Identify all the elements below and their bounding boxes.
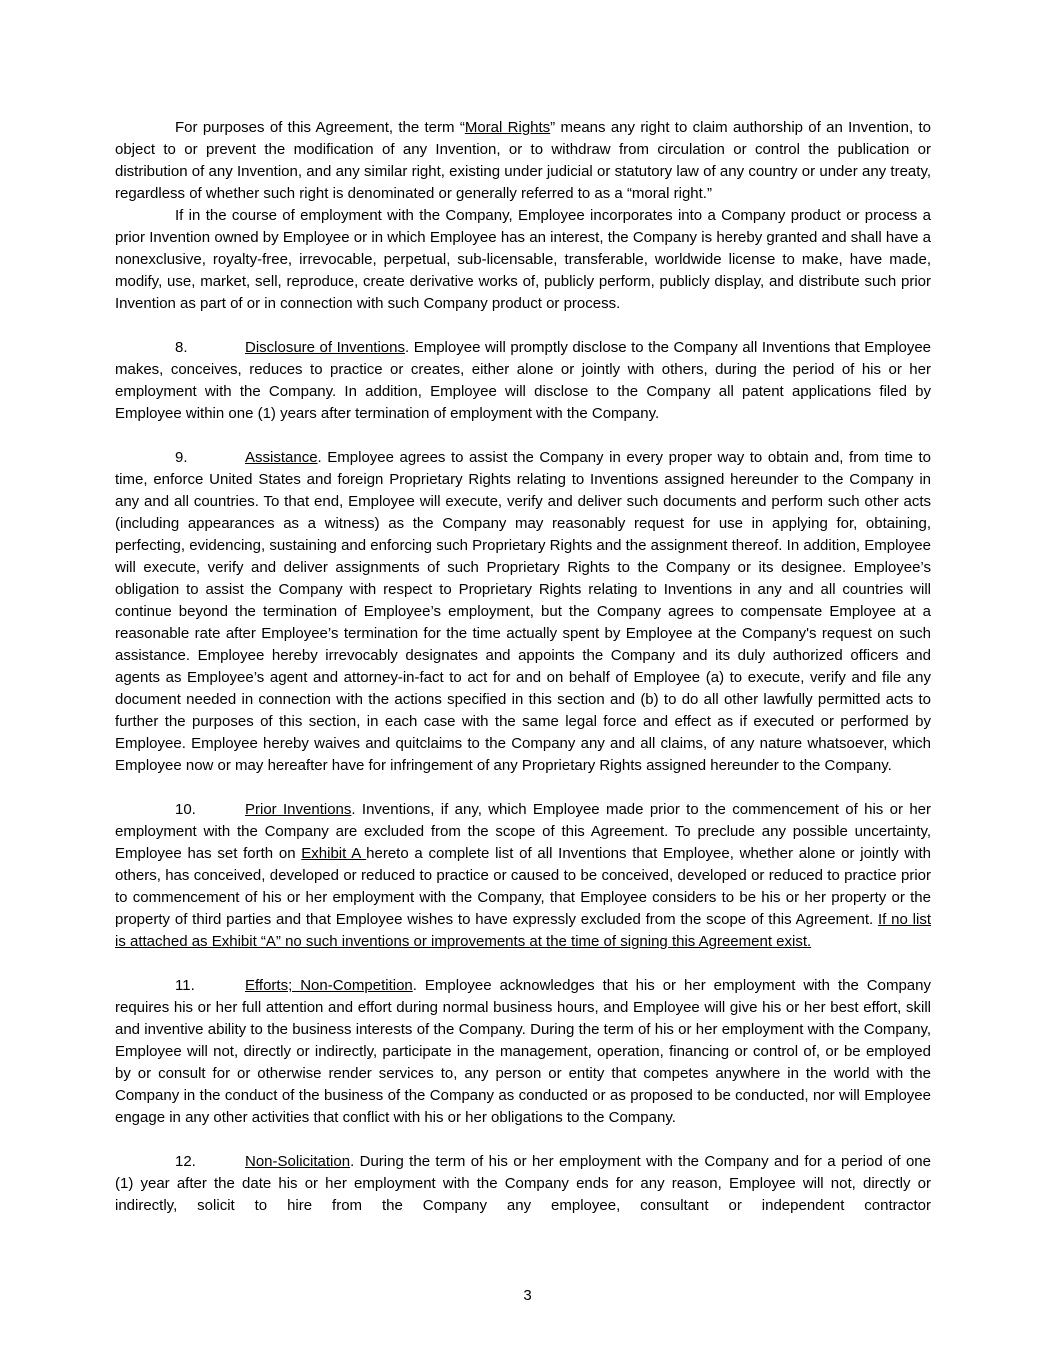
section-number: 9.: [175, 449, 188, 466]
underlined-text-segment: Assistance: [245, 449, 318, 466]
text-segment: For purposes of this Agreement, the term “: [175, 119, 465, 136]
text-segment: . During the term of his or her employment with the Company and for a period of one (1) year after the date his or her employment with the Company ends for any reason, Employee will not, directly or indirectly, solicit to hire from the Company any employee, consultant or independent contractor: [115, 1153, 931, 1214]
section-number: 12.: [175, 1153, 196, 1170]
numbered-section-paragraph: [115, 799, 931, 953]
text-segment: ” means any right to claim authorship of an Invention, to object to or prevent the modification of any Invention, or to withdraw from circulation or control the publication or distribution of any Invention, and any similar right, existing under judicial or statutory law of any country or under any treaty, regardless of whether such right is denominated or generally referred to as a “moral right.”: [115, 119, 931, 202]
text-segment: hereto a complete list of all Inventions that Employee, whether alone or jointly with others, has conceived, developed or reduced to practice or caused to be conceived, developed or reduced to practice prior to commencement of his or her employment with the Company, that Employee considers to be his or her property or the property of third parties and that Employee wishes to have expressly excluded from the scope of this Agreement.: [115, 845, 931, 928]
underlined-text-segment: Efforts; Non-Competition: [245, 977, 413, 994]
numbered-section-paragraph: [115, 337, 931, 425]
text-segment: . Employee acknowledges that his or her employment with the Company requires his or her full attention and effort during normal business hours, and Employee will give his or her best effort, skill and inventive ability to the business interests of the Company. During the term of his or her employment with the Company, Employee will not, directly or indirectly, participate in the management, operation, financing or control of, or be employed by or consult for or otherwise render services to, any person or entity that competes anywhere in the world with the Company in the conduct of the business of the Company as conducted or as proposed to be conducted, nor will Employee engage in any other activities that conflict with his or her obligations to the Company.: [115, 977, 931, 1126]
numbered-section-paragraph: [115, 1151, 931, 1217]
body-paragraph: [115, 117, 931, 205]
underlined-text-segment: Disclosure of Inventions: [245, 339, 405, 356]
section-number: 10.: [175, 801, 196, 818]
body-paragraph: [115, 205, 931, 315]
underlined-text-segment: Non-Solicitation: [245, 1153, 351, 1170]
page-number: 3: [523, 1287, 532, 1304]
text-segment: . Employee will promptly disclose to the Company all Inventions that Employee makes, conceives, reduces to practice or creates, either alone or jointly with others, during the period of his or her employment with the Company. In addition, Employee will disclose to the Company all patent applications filed by Employee within one (1) years after termination of employment with the Company.: [115, 339, 932, 422]
section-number: 11.: [175, 977, 195, 994]
numbered-section-paragraph: [115, 447, 931, 777]
numbered-section-paragraph: [115, 975, 931, 1129]
section-number: 8.: [175, 339, 188, 356]
underlined-text-segment: If no list is attached as Exhibit “A” no such inventions or improvements at the time of signing this Agreement exist.: [115, 911, 932, 950]
underlined-text-segment: Moral Rights: [464, 119, 551, 136]
text-segment: . Inventions, if any, which Employee made prior to the commencement of his or her employment with the Company are excluded from the scope of this Agreement. To preclude any possible uncertainty, Employee has set forth on: [115, 801, 932, 862]
underlined-text-segment: Prior Inventions: [245, 801, 352, 818]
text-segment: . Employee agrees to assist the Company in every proper way to obtain and, from time to time, enforce United States and foreign Proprietary Rights relating to Inventions assigned hereunder to the Company in any and all countries. To that end, Employee will execute, verify and deliver such documents and perform such other acts (including appearances as a witness) as the Company may reasonably request for use in applying for, obtaining, perfecting, evidencing, sustaining and enforcing such Proprietary Rights and the assignment thereof. In addition, Employee will execute, verify and deliver assignments of such Proprietary Rights to the Company or its designee. Employee’s obligation to assist the Company with respect to Proprietary Rights relating to Inventions in any and all countries will continue beyond the termination of Employee’s employment, but the Company agrees to compensate Employee at a reasonable rate after Employee’s termination for the time actually spent by Employee at the Company's request on such assistance. Employee hereby irrevocably designates and appoints the Company and its duly authorized officers and agents as Employee’s agent and attorney-in-fact to act for and on behalf of Employee (a) to execute, verify and file any document needed in connection with the actions specified in this section and (b) to do all other lawfully permitted acts to further the purposes of this section, in each case with the same legal force and effect as if executed or performed by Employee. Employee hereby waives and quitclaims to the Company any and all claims, of any nature whatsoever, which Employee now or may hereafter have for infringement of any Proprietary Rights assigned hereunder to the Company.: [115, 449, 931, 774]
underlined-text-segment: Exhibit A: [301, 845, 367, 862]
text-segment: If in the course of employment with the Company, Employee incorporates into a Company product or process a prior Invention owned by Employee or in which Employee has an interest, the Company is hereby granted and shall have a nonexclusive, royalty-free, irrevocable, perpetual, sub-licensable, transferable, worldwide license to make, have made, modify, use, market, sell, reproduce, create derivative works of, publicly perform, publicly display, and distribute such prior Invention as part of or in connection with such Company product or process.: [115, 207, 931, 312]
document-content: [115, 117, 931, 1217]
